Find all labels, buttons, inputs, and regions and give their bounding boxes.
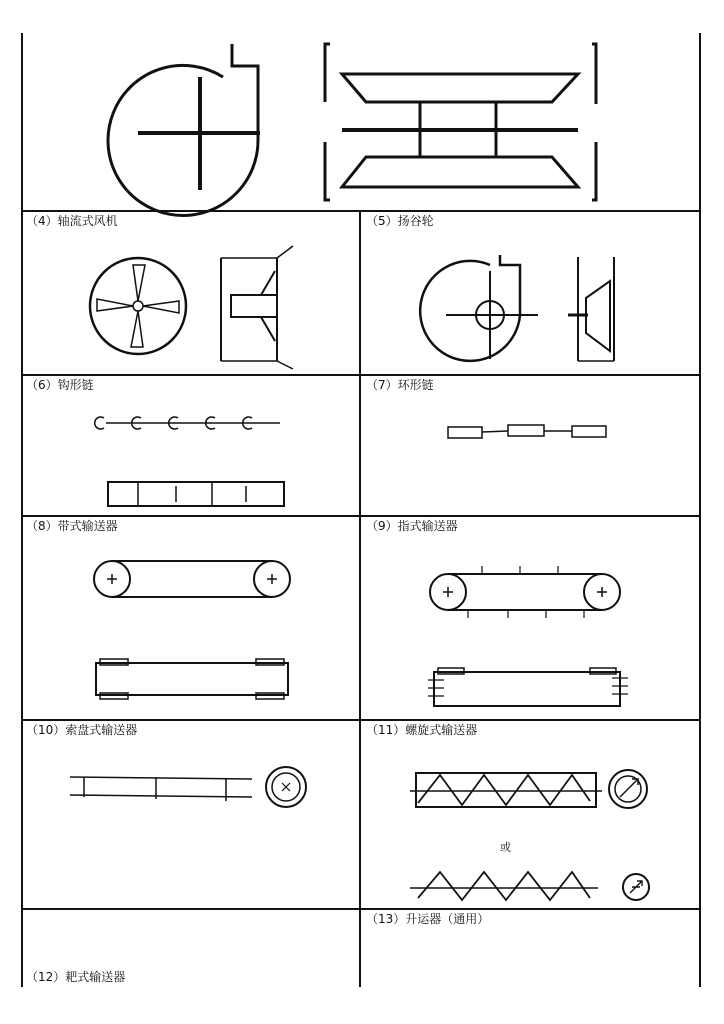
table-border-left xyxy=(21,33,23,987)
cell-label-axial-fan: （4）轴流式风机 xyxy=(26,214,118,228)
belt-conveyor-symbol xyxy=(90,555,300,705)
winnower-symbol xyxy=(440,243,630,368)
screw-conveyor-alt-symbol xyxy=(410,868,660,908)
cell-label-rake-conveyor: （12）耙式输送器 xyxy=(26,970,126,984)
table-column-divider xyxy=(359,210,361,987)
cell-label-finger-conveyor: （9）指式输送器 xyxy=(366,519,458,533)
row-divider xyxy=(21,210,701,212)
ring-chain-symbol xyxy=(446,423,616,443)
row-divider xyxy=(21,908,701,910)
or-text: 或 xyxy=(500,841,511,854)
cell-label-ring-chain: （7）环形链 xyxy=(366,378,434,392)
cable-tray-conveyor-symbol xyxy=(66,765,316,815)
cell-label-belt-conveyor: （8）带式输送器 xyxy=(26,519,118,533)
hook-chain-symbol xyxy=(94,400,294,510)
row-divider xyxy=(21,374,701,376)
cell-label-hook-chain: （6）钩形链 xyxy=(26,378,94,392)
winnowing-drum-symbol xyxy=(320,42,600,202)
centrifugal-fan-symbol xyxy=(128,42,278,202)
table-border-right xyxy=(699,33,701,987)
row-divider xyxy=(21,515,701,517)
cell-label-winnower: （5）扬谷轮 xyxy=(366,214,434,228)
cell-label-elevator: （13）升运器（通用） xyxy=(366,912,490,926)
finger-conveyor-symbol xyxy=(424,562,644,712)
cell-label-screw-conveyor: （11）螺旋式输送器 xyxy=(366,723,478,737)
row-divider xyxy=(21,719,701,721)
axial-fan-symbol xyxy=(85,243,305,368)
cell-label-cable-tray-conveyor: （10）索盘式输送器 xyxy=(26,723,138,737)
screw-conveyor-symbol xyxy=(410,765,660,825)
